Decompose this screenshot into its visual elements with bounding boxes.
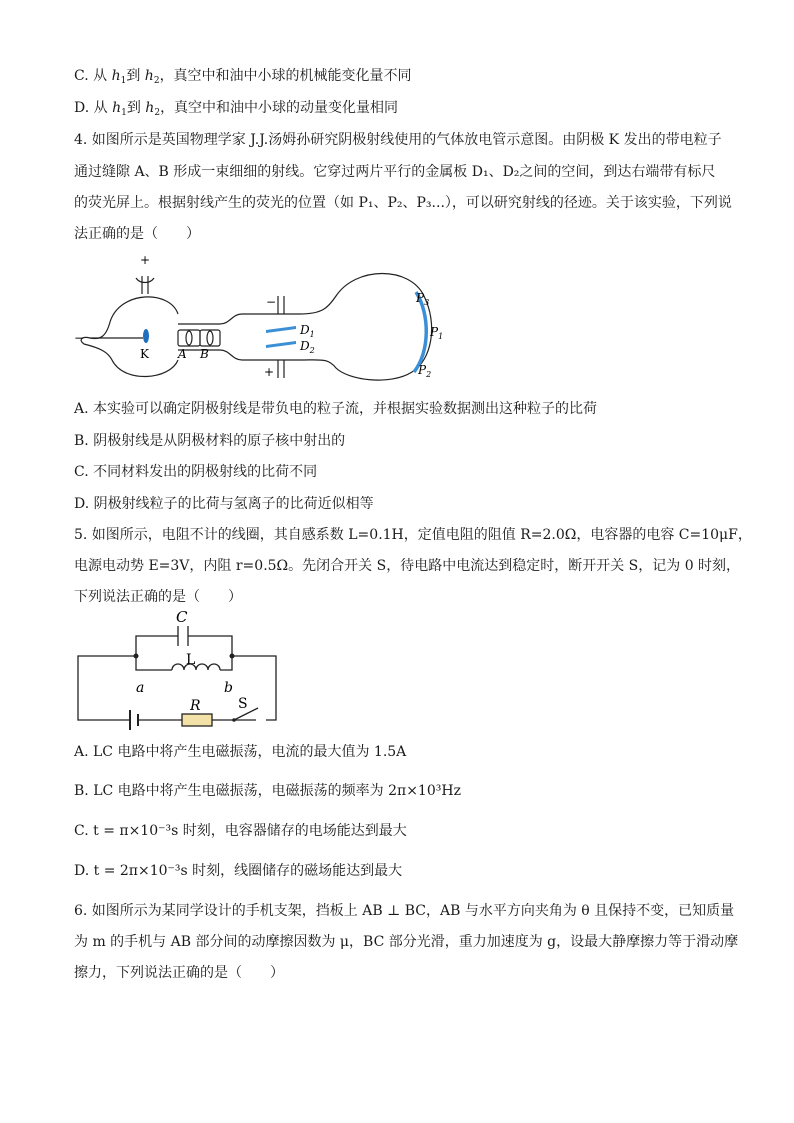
q5-stem-line-3: 下列说法正确的是（ ） (74, 589, 242, 605)
q6-stem-line-1: 6. 如图所示为某同学设计的手机支架，挡板上 AB ⊥ BC，AB 与水平方向夹角为 θ 且保持不变，已知质量 (74, 903, 735, 919)
q5-option-d: D. t = 2π×10⁻³s 时刻，线圈储存的磁场能达到最大 (74, 863, 403, 879)
switch-s-label: S (238, 696, 248, 712)
q3-option-c-text: ，真空中和油中小球的机械能变化量不同 (159, 68, 412, 84)
slit-b-label: B (200, 347, 209, 361)
q3-option-c-prefix: C. 从 (74, 68, 112, 84)
q4-stem-line-1: 4. 如图所示是英国物理学家 J.J.汤姆孙研究阴极射线使用的气体放电管示意图。由阴极 K 发出的带电粒子 (74, 132, 722, 148)
plus-plate-label: + (264, 365, 275, 379)
plate-d2-label: $D_2$ (300, 339, 315, 355)
q3-option-c (74, 67, 412, 90)
minus-left-label: − (74, 331, 85, 345)
h1-symbol: h (112, 100, 122, 116)
q5-option-c: C. t = π×10⁻³s 时刻，电容器储存的电场能达到最大 (74, 823, 407, 839)
q3-option-d (74, 99, 398, 122)
h2-subscript: 2 (153, 76, 160, 86)
q6-stem-line-2: 为 m 的手机与 AB 部分间的动摩擦因数为 μ，BC 部分光滑，重力加速度为 g，设最大静摩擦力等于滑动摩 (74, 934, 739, 950)
q5-option-b: B. LC 电路中将产生电磁振荡，电磁振荡的频率为 2π×10³Hz (74, 783, 461, 799)
q4-option-b: B. 阴极射线是从阴极材料的原子核中射出的 (74, 433, 346, 449)
plus-top-label: + (140, 253, 151, 267)
point-p2-label: $P_2$ (418, 363, 432, 379)
cathode-k-label: K (140, 347, 149, 361)
capacitor-c-label: C (176, 608, 188, 626)
q4-option-a: A. 本实验可以确定阴极射线是带负电的粒子流，并根据实验数据测出这种粒子的比荷 (74, 401, 598, 417)
q4-option-c: C. 不同材料发出的阴极射线的比荷不同 (74, 464, 318, 480)
node-b-label: b (224, 680, 233, 696)
h1-symbol: h (111, 68, 121, 84)
point-p1-label: $P_1$ (430, 325, 444, 341)
plate-d1-label: $D_1$ (300, 323, 315, 339)
q4-stem-line-4: 法正确的是（ ） (74, 226, 200, 242)
q3-option-c-mid: 到 (126, 68, 145, 84)
h1-subscript: 1 (121, 108, 127, 118)
q3-option-d-mid: 到 (126, 100, 146, 116)
q6-stem-line-3: 擦力，下列说法正确的是（ ） (74, 965, 284, 981)
h2-subscript: 2 (154, 108, 161, 118)
h1-subscript: 1 (120, 76, 127, 86)
q4-stem-line-3: 的荧光屏上。根据射线产生的荧光的位置（如 P₁、P₂、P₃...），可以研究射线的径迹。关于该实验，下列说 (74, 195, 732, 211)
q3-option-d-prefix: D. 从 (74, 100, 113, 116)
slit-a-label: A (178, 347, 187, 361)
resistor-r-label: R (190, 698, 201, 714)
lc-circuit-diagram (70, 608, 290, 730)
h2-symbol: h (145, 100, 155, 116)
q4-stem-line-2: 通过缝隙 A、B 形成一束细细的射线。它穿过两片平行的金属板 D₁、D₂之间的空间，到达右端带有标尺 (74, 164, 716, 180)
node-a-label: a (136, 680, 145, 696)
cathode-ray-tube-diagram (60, 252, 460, 387)
inductor-l-label: L (186, 652, 196, 668)
minus-plate-label: − (266, 295, 277, 309)
h2-symbol: h (144, 68, 154, 84)
q4-option-d: D. 阴极射线粒子的比荷与氢离子的比荷近似相等 (74, 496, 374, 512)
q5-stem-line-2: 电源电动势 E=3V，内阻 r=0.5Ω。先闭合开关 S，待电路中电流达到稳定时，断开开关 S，记为 0 时刻， (74, 558, 741, 574)
q5-stem-line-1: 5. 如图所示，电阻不计的线圈，其自感系数 L=0.1H，定值电阻的阻值 R=2.0Ω，电容器的电容 C=10μF， (74, 527, 752, 543)
q3-option-d-text: ，真空中和油中小球的动量变化量相同 (160, 100, 399, 116)
point-p3-label: $P_3$ (416, 291, 430, 307)
q5-option-a: A. LC 电路中将产生电磁振荡，电流的最大值为 1.5A (74, 744, 407, 760)
